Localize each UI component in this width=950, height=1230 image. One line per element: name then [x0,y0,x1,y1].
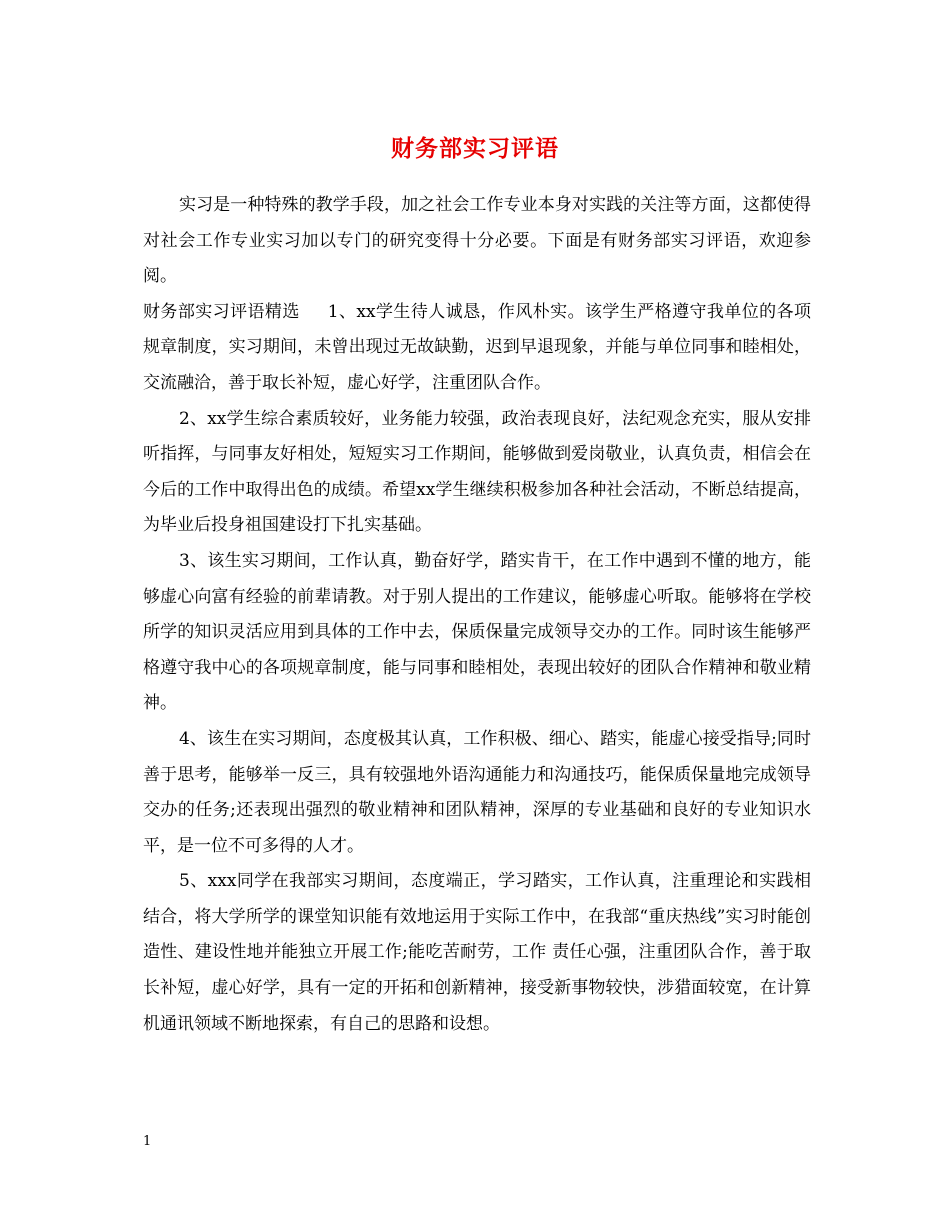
comment-item-5: 5、xxx同学在我部实习期间，态度端正，学习踏实，工作认真，注重理论和实践相结合，将大学所学的课堂知识能有效地运用于实际工作中，在我部“重庆热线”实习时能创造性、建设性地并能独立开展工作;能吃苦耐劳，工作 责任心强，注重团队合作，善于取长补短，虚心好学，具有一定的开拓和创新精神，接受新事物较快，涉猎面较宽，在计算机通讯领域不断地探索，有自己的思路和设想。 [143,871,811,1034]
page-number: 1 [143,1134,152,1149]
comment-item-3: 3、该生实习期间，工作认真，勤奋好学，踏实肯干，在工作中遇到不懂的地方，能够虚心向富有经验的前辈请教。对于别人提出的工作建议，能够虚心听取。能够将在学校所学的知识灵活应用到具体的工作中去，保质保量完成领导交办的工作。同时该生能够严格遵守我中心的各项规章制度，能与同事和睦相处，表现出较好的团队合作精神和敬业精神。 [143,550,811,714]
intro-paragraph: 实习是一种特殊的教学手段，加之社会工作专业本身对实践的关注等方面，这都使得对社会工作专业实习加以专门的研究变得十分必要。下面是有财务部实习评语，欢迎参阅。 [143,195,811,287]
comment-item-4: 4、该生在实习期间，态度极其认真，工作积极、细心、踏实，能虚心接受指导;同时善于思考，能够举一反三，具有较强地外语沟通能力和沟通技巧，能保质保量地完成领导交办的任务;还表现出强烈的敬业精神和团队精神，深厚的专业基础和良好的专业知识水平，是一位不可多得的人才。 [143,728,811,856]
comment-item-2: 2、xx学生综合素质较好，业务能力较强，政治表现良好，法纪观念充实，服从安排听指挥，与同事友好相处，短短实习工作期间，能够做到爱岗敬业，认真负责，相信会在今后的工作中取得出色的成绩。希望xx学生继续积极参加各种社会活动，不断总结提高，为毕业后投身祖国建设打下扎实基础。 [143,408,811,536]
document-body [143,188,811,1042]
section-paragraph [143,295,811,402]
comment-item-1: 1、xx学生待人诚恳，作风朴实。该学生严格遵守我单位的各项规章制度，实习期间，未曾出现过无故缺勤，迟到早退现象，并能与单位同事和睦相处，交流融洽，善于取长补短，虚心好学，注重团队合作。 [143,301,811,393]
document-title: 财务部实习评语 [391,135,559,162]
section-title: 财务部实习评语精选 [143,301,300,322]
